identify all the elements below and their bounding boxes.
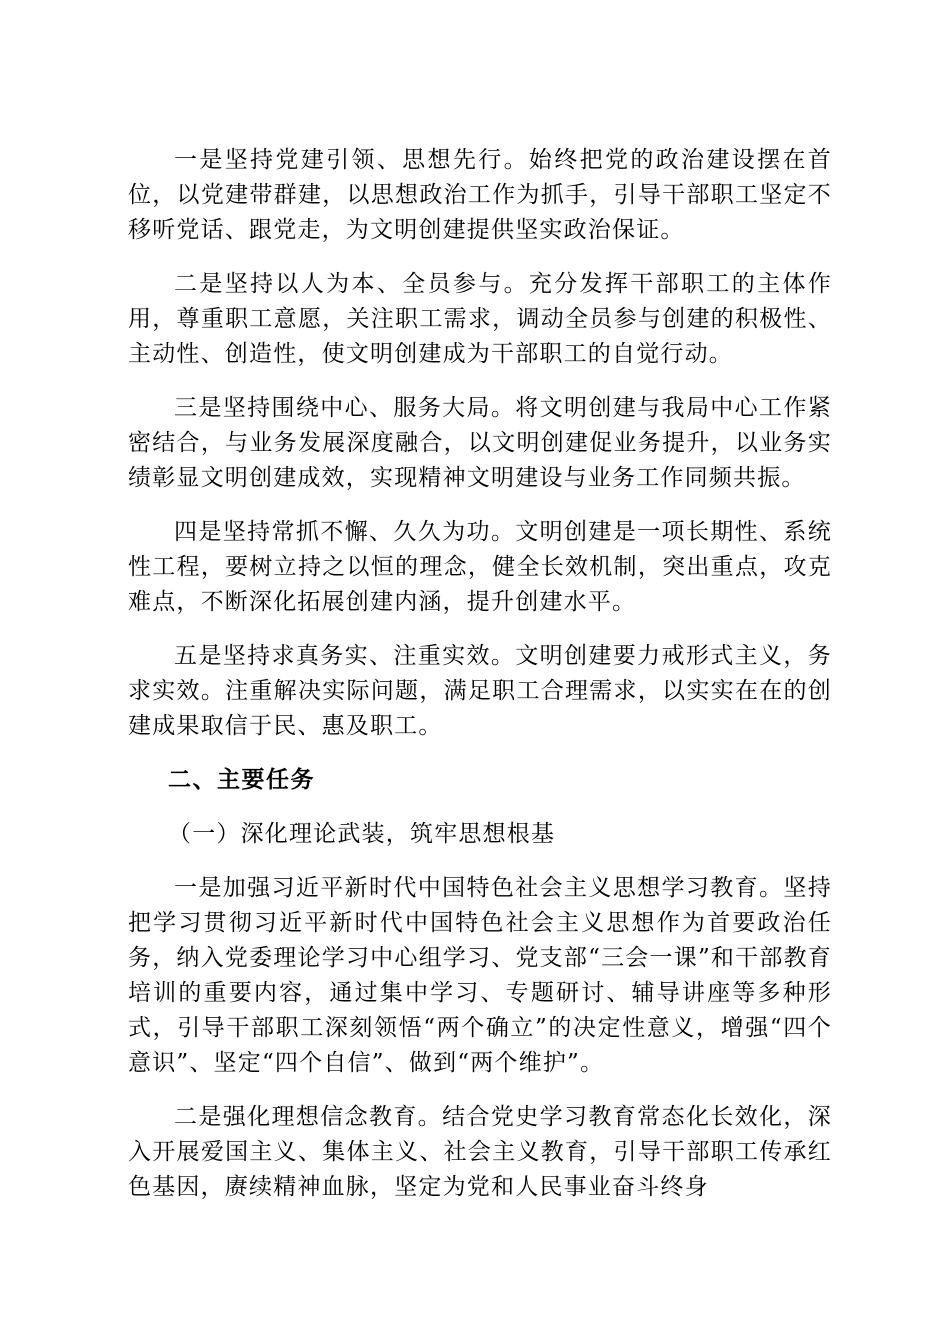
section-heading: 二、主要任务 xyxy=(168,767,315,793)
paragraph-principle-5: 五是坚持求真务实、注重实效。文明创建要力戒形式主义，务求实效。注重解决实际问题，满足职工合理需求，以实实在在的创建成果取信于民、惠及职工。 xyxy=(128,643,832,739)
paragraph-principle-3: 三是坚持围绕中心、服务大局。将文明创建与我局中心工作紧密结合，与业务发展深度融合，以文明创建促业务提升，以业务实绩彰显文明创建成效，实现精神文明建设与业务工作同频共振。 xyxy=(128,395,832,491)
paragraph-principle-2: 二是坚持以人为本、全员参与。充分发挥干部职工的主体作用，尊重职工意愿，关注职工需求，调动全员参与创建的积极性、主动性、创造性，使文明创建成为干部职工的自觉行动。 xyxy=(128,271,832,367)
paragraph-principle-4: 四是坚持常抓不懈、久久为功。文明创建是一项长期性、系统性工程，要树立持之以恒的理念，健全长效机制，突出重点，攻克难点，不断深化拓展创建内涵，提升创建水平。 xyxy=(128,519,832,615)
paragraph-task-2: 二是强化理想信念教育。结合党史学习教育常态化长效化，深入开展爱国主义、集体主义、社会主义教育，引导干部职工传承红色基因，赓续精神血脉，坚定为党和人民事业奋斗终身 xyxy=(128,1104,832,1200)
subsection-heading: （一）深化理论武装，筑牢思想根基 xyxy=(168,821,556,847)
paragraph-task-1: 一是加强习近平新时代中国特色社会主义思想学习教育。坚持把学习贯彻习近平新时代中国特色社会主义思想作为首要政治任务，纳入党委理论学习中心组学习、党支部“三会一课”和干部教育培训的重要内容，通过集中学习、专题研讨、辅导讲座等多种形式，引导干部职工深刻领悟“两个确立”的决定性意义，增强“四个意识”、坚定“四个自信”、做到“两个维护”。 xyxy=(128,875,832,1076)
paragraph-principle-1: 一是坚持党建引领、思想先行。始终把党的政治建设摆在首位，以党建带群建，以思想政治工作为抓手，引导干部职工坚定不移听党话、跟党走，为文明创建提供坚实政治保证。 xyxy=(128,147,832,243)
document-body xyxy=(128,143,832,1224)
